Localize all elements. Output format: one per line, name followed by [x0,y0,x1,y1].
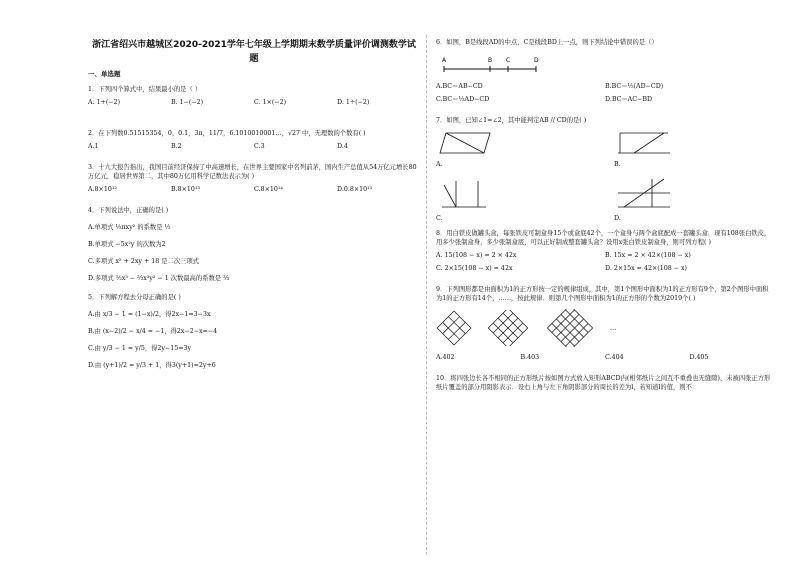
question-10-stem: 10．将四张边长各不相同的正方形纸片按如图方式放入矩形ABCD内(相邻纸片之间互不重叠也无缝隙)，未被四张正方形纸片覆盖的部分用阴影表示．设右上角与左下角阴影部分的周长的差为l，若知道l的值，则不 [436,375,771,391]
question-4-options [88,223,420,283]
option-d[interactable]: D. 1÷(−2) [337,99,370,106]
option-b[interactable]: B. 1−(−2) [171,99,204,106]
question-9-figures [436,309,774,347]
option-d[interactable]: D.由 (y+1)/2 = y/3 + 1，得3(y+1)=2y+6 [88,362,216,369]
question-2-options [88,140,420,153]
option-d[interactable]: D.405 [689,354,709,361]
tile-figure-3 [544,309,596,347]
option-b[interactable]: B.2 [171,143,182,150]
option-a[interactable]: A.402 [436,354,455,361]
label-c: C [506,57,511,64]
question-6-stem: 6．如图，B是线段AD的中点，C是线段BD上一点，则下列结论中错误的是（） [436,39,658,46]
parallelogram-figure [436,129,496,157]
tile-figure-1 [436,310,472,346]
question-6-options [436,80,774,106]
option-c[interactable]: C.3 [254,143,265,150]
column-divider [426,35,427,555]
option-a[interactable]: A.单项式 ½πxy² 的系数是 ½ [88,224,171,231]
figure-option-b[interactable] [614,129,774,169]
label-d: D [534,57,539,64]
option-d[interactable]: D.多项式 ½x³ − ⅔x²y² − 1 次数最高的系数是 ⅔ [88,275,230,282]
option-a[interactable]: A.1 [88,143,99,150]
option-b[interactable]: B.单项式 −5x²y 的次数为2 [88,241,166,248]
option-c[interactable]: C.8×10¹⁴ [254,186,283,193]
option-a[interactable]: A. 1+(−2) [88,99,121,106]
question-8-options [436,249,774,275]
option-a[interactable]: A. 15(108 − x) = 2 × 42x [436,252,517,259]
label-b: B [488,57,493,64]
question-3-stem: 3．十九大报告指出，我国目前经济保持了中高速增长，在世界主要国家中名列前茅，国内生产总值从54万亿元增长80万亿元，稳居世界第二，其中80万亿用科学记数法表示为( ) [88,164,417,180]
question-7-stem: 7．如图，已知∠1=∠2，其中能判定AB // CD的是( ) [436,117,587,124]
angle-figure [614,129,674,157]
option-b-label: B. [614,161,621,168]
option-c[interactable]: C. 2×15(108 − x) = 42x [436,265,513,272]
angle-figure [614,175,674,211]
figure-option-c[interactable] [436,175,596,223]
option-d[interactable]: D. 2×15x = 42×(108 − x) [605,265,688,272]
left-column [88,38,420,378]
option-a[interactable]: A.8×10¹² [88,186,117,193]
ellipsis: … [610,324,617,332]
question-9-stem: 9．下列图形都是由面积为1的正方形按一定的规律组成，其中，第1个图形中面积为1的正方形有9个，第2个图形中面积为1的正方形有14个，……，按此规律．则第几个图形中面积为1的正方形的个数为2019个( ) [436,286,769,302]
section-heading: 一、单选题 [88,70,121,78]
question-5-options [88,310,420,370]
option-d-label: D. [614,215,621,222]
option-b[interactable]: B.8×10¹³ [171,186,200,193]
option-a[interactable]: A.由 x/3 − 1 = (1−x)/2，得2x−1=3−3x [88,311,211,318]
option-d[interactable]: D.4 [337,143,348,150]
option-c[interactable]: C.由 y/3 − 1 = y/5，得2y−15=3y [88,345,192,352]
question-1-options [88,96,420,109]
option-a-label: A. [436,161,443,168]
option-c[interactable]: C.多项式 x² + 2xy + 18 是二次三项式 [88,258,200,265]
figure-option-d[interactable] [614,175,774,223]
figure-option-a[interactable] [436,129,596,169]
question-8-stem: 8．用白铁皮做罐头盒，每张铁皮可制盒身15个或盒底42个，一个盒身与两个盒底配成一套罐头盒．现有108张白铁皮，用多少张制盒身，多少张制盒底，可以正好制成整套罐头盒？设用x张白铁皮制盒身，则可列方程( ) [436,230,771,246]
option-b[interactable]: B. 15x = 2 × 42×(108 − x) [605,252,691,259]
tile-figure-2 [486,310,530,346]
option-c-label: C. [436,215,443,222]
option-b[interactable]: B.BC＝½(AD−CD) [605,83,664,90]
question-1-stem: 1．下列四个算式中，结果最小的是（ ） [88,86,202,93]
question-7-figures-row2 [436,175,774,223]
right-column [436,38,774,394]
question-2-stem: 2．在下列数0.51515354，0，0.1̇，3π，11/7，6.1010010001…，√27 中，无理数的个数有( ) [88,130,366,137]
question-7-figures [436,129,774,169]
option-c[interactable]: C.404 [605,354,624,361]
option-c[interactable]: C. 1×(−2) [254,99,287,106]
option-c[interactable]: C.BC＝½AD−CD [436,96,490,103]
question-4-stem: 4．下列说法中，正确的是( ) [88,207,169,214]
segment-figure [436,49,546,75]
option-d[interactable]: D.BC＝AC−BD [605,96,653,103]
option-b[interactable]: B.403 [520,354,540,361]
question-3-options [88,183,420,196]
question-9-options [436,351,774,364]
label-a: A [442,57,447,64]
option-a[interactable]: A.BC＝AB−CD [436,83,483,90]
option-b[interactable]: B.由 (x−2)/2 − x/4 = −1，得2x−2−x=−4 [88,328,218,335]
angle-figure [436,175,496,211]
page-title: 浙江省绍兴市越城区2020-2021学年七年级上学期期末数学质量评价调测数学试题 [92,40,416,64]
option-d[interactable]: D.0.8×10¹³ [337,186,373,193]
question-5-stem: 5．下列解方程去分母正确的是( ) [88,294,181,301]
